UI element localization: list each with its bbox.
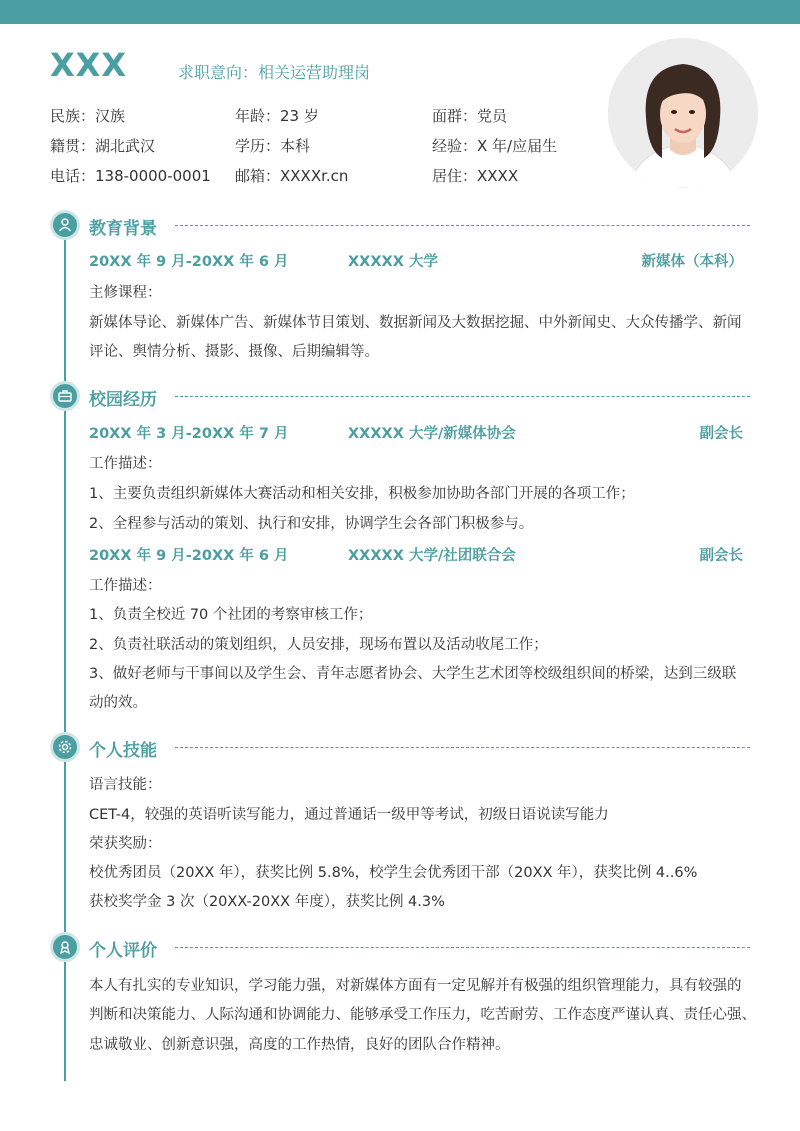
evaluation-divider (175, 947, 750, 948)
education-period: 20XX 年 9 月-20XX 年 6 月 (89, 254, 289, 270)
language-text: CET-4，较强的英语听读写能力，通过普通话一级甲等考试，初级日语说读写能力 (89, 807, 609, 823)
courses-line-2: 评论、舆情分析、摄影、摄像、后期编辑等。 (89, 344, 379, 360)
info-age: 年龄：23 岁 (235, 107, 319, 125)
campus-period-1: 20XX 年 3 月-20XX 年 7 月 (89, 426, 289, 442)
evaluation-icon (50, 932, 80, 962)
courses-line-1: 新媒体导论、新媒体广告、新媒体节目策划、数据新闻及大数据挖掘、中外新闻史、大众传播学、新闻 (89, 315, 742, 331)
info-residence: 居住：XXXX (432, 167, 519, 185)
evaluation-line-1: 本人有扎实的专业知识，学习能力强，对新媒体方面有一定见解并有极强的组织管理能力，具有较强的 (89, 978, 742, 994)
evaluation-line-2: 判断和决策能力、人际沟通和协调能力、能够承受工作压力，吃苦耐劳、工作态度严谨认真、责任心强、 (89, 1007, 756, 1023)
job-intent: 求职意向：相关运营助理岗 (178, 63, 371, 82)
award-line-2: 获校奖学金 3 次（20XX-20XX 年度），获奖比例 4.3% (89, 894, 445, 910)
portrait-illustration (608, 38, 758, 188)
profile-photo (608, 38, 758, 188)
info-hometown: 籍贯：湖北武汉 (50, 137, 156, 155)
campus-line-1-2: 2、全程参与活动的策划、执行和安排，协调学生会各部门积极参与。 (89, 516, 534, 532)
info-phone: 电话：138-0000-0001 (50, 167, 211, 185)
campus-line-2-2: 2、负责社联活动的策划组织，人员安排，现场布置以及活动收尾工作； (89, 637, 548, 653)
skills-icon (50, 732, 80, 762)
education-title: 教育背景 (89, 219, 157, 239)
skills-divider (175, 747, 750, 748)
info-email: 邮箱：XXXXr.cn (235, 167, 349, 185)
campus-desc-label-1: 工作描述： (89, 456, 162, 472)
campus-org-1: XXXXX 大学/新媒体协会 (348, 426, 516, 442)
evaluation-title: 个人评价 (89, 941, 157, 961)
info-experience: 经验：X 年/应届生 (432, 137, 558, 155)
info-education: 学历：本科 (235, 137, 311, 155)
campus-desc-label-2: 工作描述： (89, 578, 162, 594)
campus-role-2: 副会长 (699, 548, 743, 564)
award-line-1: 校优秀团员（20XX 年），获奖比例 5.8%，校学生会优秀团干部（20XX 年），获奖比例 4..6% (89, 865, 698, 881)
language-label: 语言技能： (89, 777, 162, 793)
info-ethnicity: 民族：汉族 (50, 107, 126, 125)
info-politics: 面群：党员 (432, 107, 508, 125)
courses-label: 主修课程： (89, 285, 162, 301)
campus-divider (175, 396, 750, 397)
education-major: 新媒体（本科） (641, 254, 743, 270)
top-banner (0, 0, 800, 24)
campus-role-1: 副会长 (699, 426, 743, 442)
education-divider (175, 225, 750, 226)
campus-line-2-1: 1、负责全校近 70 个社团的考察审核工作； (89, 607, 373, 623)
campus-line-2-3: 3、做好老师与干事间以及学生会、青年志愿者协会、大学生艺术团等校级组织间的桥梁，达到三级联 (89, 666, 737, 682)
award-label: 荣获奖励： (89, 836, 162, 852)
campus-line-2-4: 动的效。 (89, 695, 147, 711)
campus-icon (50, 381, 80, 411)
campus-title: 校园经历 (89, 390, 157, 410)
education-icon (50, 210, 80, 240)
skills-title: 个人技能 (89, 741, 157, 761)
evaluation-line-3: 忠诚敬业、创新意识强，高度的工作热情，良好的团队合作精神。 (89, 1037, 510, 1053)
campus-period-2: 20XX 年 9 月-20XX 年 6 月 (89, 548, 289, 564)
campus-line-1-1: 1、主要负责组织新媒体大赛活动和相关安排，积极参加协助各部门开展的各项工作； (89, 486, 635, 502)
education-school: XXXXX 大学 (348, 254, 438, 270)
candidate-name: XXX (50, 46, 128, 84)
campus-org-2: XXXXX 大学/社团联合会 (348, 548, 516, 564)
